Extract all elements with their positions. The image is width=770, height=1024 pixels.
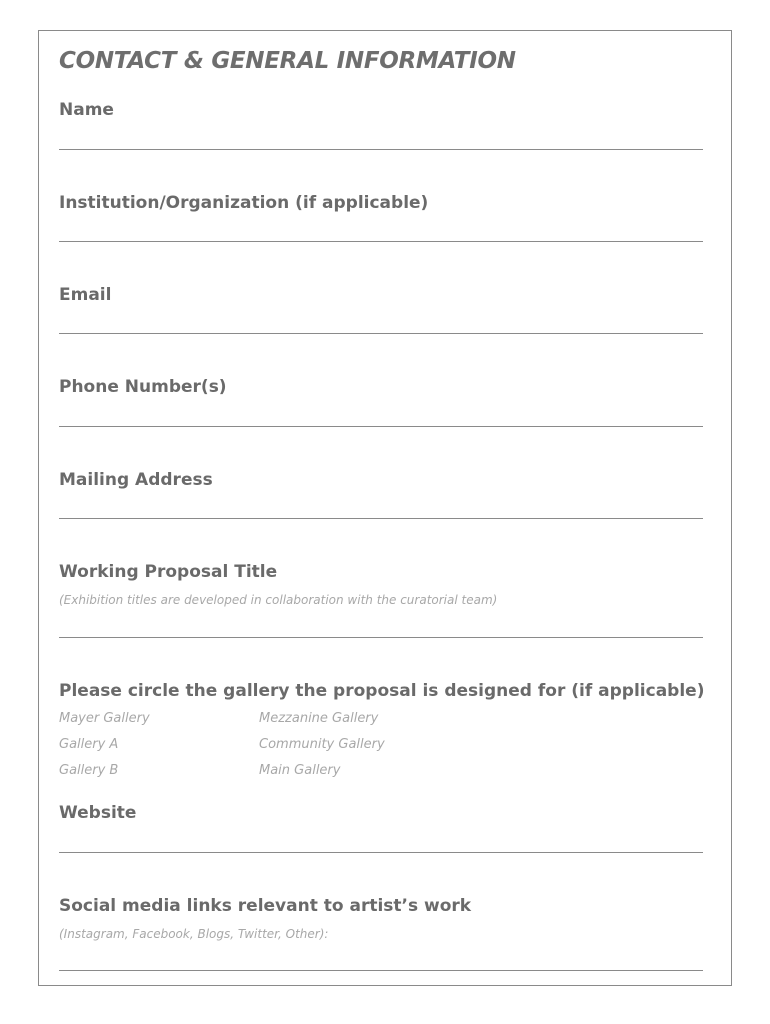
name-field[interactable] bbox=[59, 149, 703, 150]
mailing-address-field[interactable] bbox=[59, 518, 703, 519]
social-label: Social media links relevant to artist’s work bbox=[59, 896, 472, 916]
gallery-option-a[interactable]: Gallery A bbox=[59, 737, 119, 752]
phone-label: Phone Number(s) bbox=[59, 377, 227, 397]
email-field[interactable] bbox=[59, 333, 703, 334]
gallery-option-mezzanine[interactable]: Mezzanine Gallery bbox=[259, 711, 379, 726]
institution-label: Institution/Organization (if applicable) bbox=[59, 193, 429, 213]
social-hint: (Instagram, Facebook, Blogs, Twitter, Other): bbox=[59, 927, 329, 941]
gallery-option-community[interactable]: Community Gallery bbox=[259, 737, 385, 752]
gallery-option-main[interactable]: Main Gallery bbox=[259, 763, 341, 778]
proposal-title-label: Working Proposal Title bbox=[59, 562, 278, 582]
website-label: Website bbox=[59, 803, 137, 823]
email-label: Email bbox=[59, 285, 112, 305]
name-label: Name bbox=[59, 100, 114, 120]
gallery-label: Please circle the gallery the proposal is designed for (if applicable) bbox=[59, 681, 705, 701]
form-title: CONTACT & GENERAL INFORMATION bbox=[59, 48, 516, 74]
phone-field[interactable] bbox=[59, 426, 703, 427]
gallery-option-mayer[interactable]: Mayer Gallery bbox=[59, 711, 150, 726]
mailing-address-label: Mailing Address bbox=[59, 470, 213, 490]
website-field[interactable] bbox=[59, 852, 703, 853]
form-frame bbox=[38, 30, 732, 986]
proposal-title-field[interactable] bbox=[59, 637, 703, 638]
gallery-option-b[interactable]: Gallery B bbox=[59, 763, 119, 778]
institution-field[interactable] bbox=[59, 241, 703, 242]
social-field[interactable] bbox=[59, 970, 703, 971]
proposal-title-hint: (Exhibition titles are developed in collaboration with the curatorial team) bbox=[59, 593, 498, 607]
